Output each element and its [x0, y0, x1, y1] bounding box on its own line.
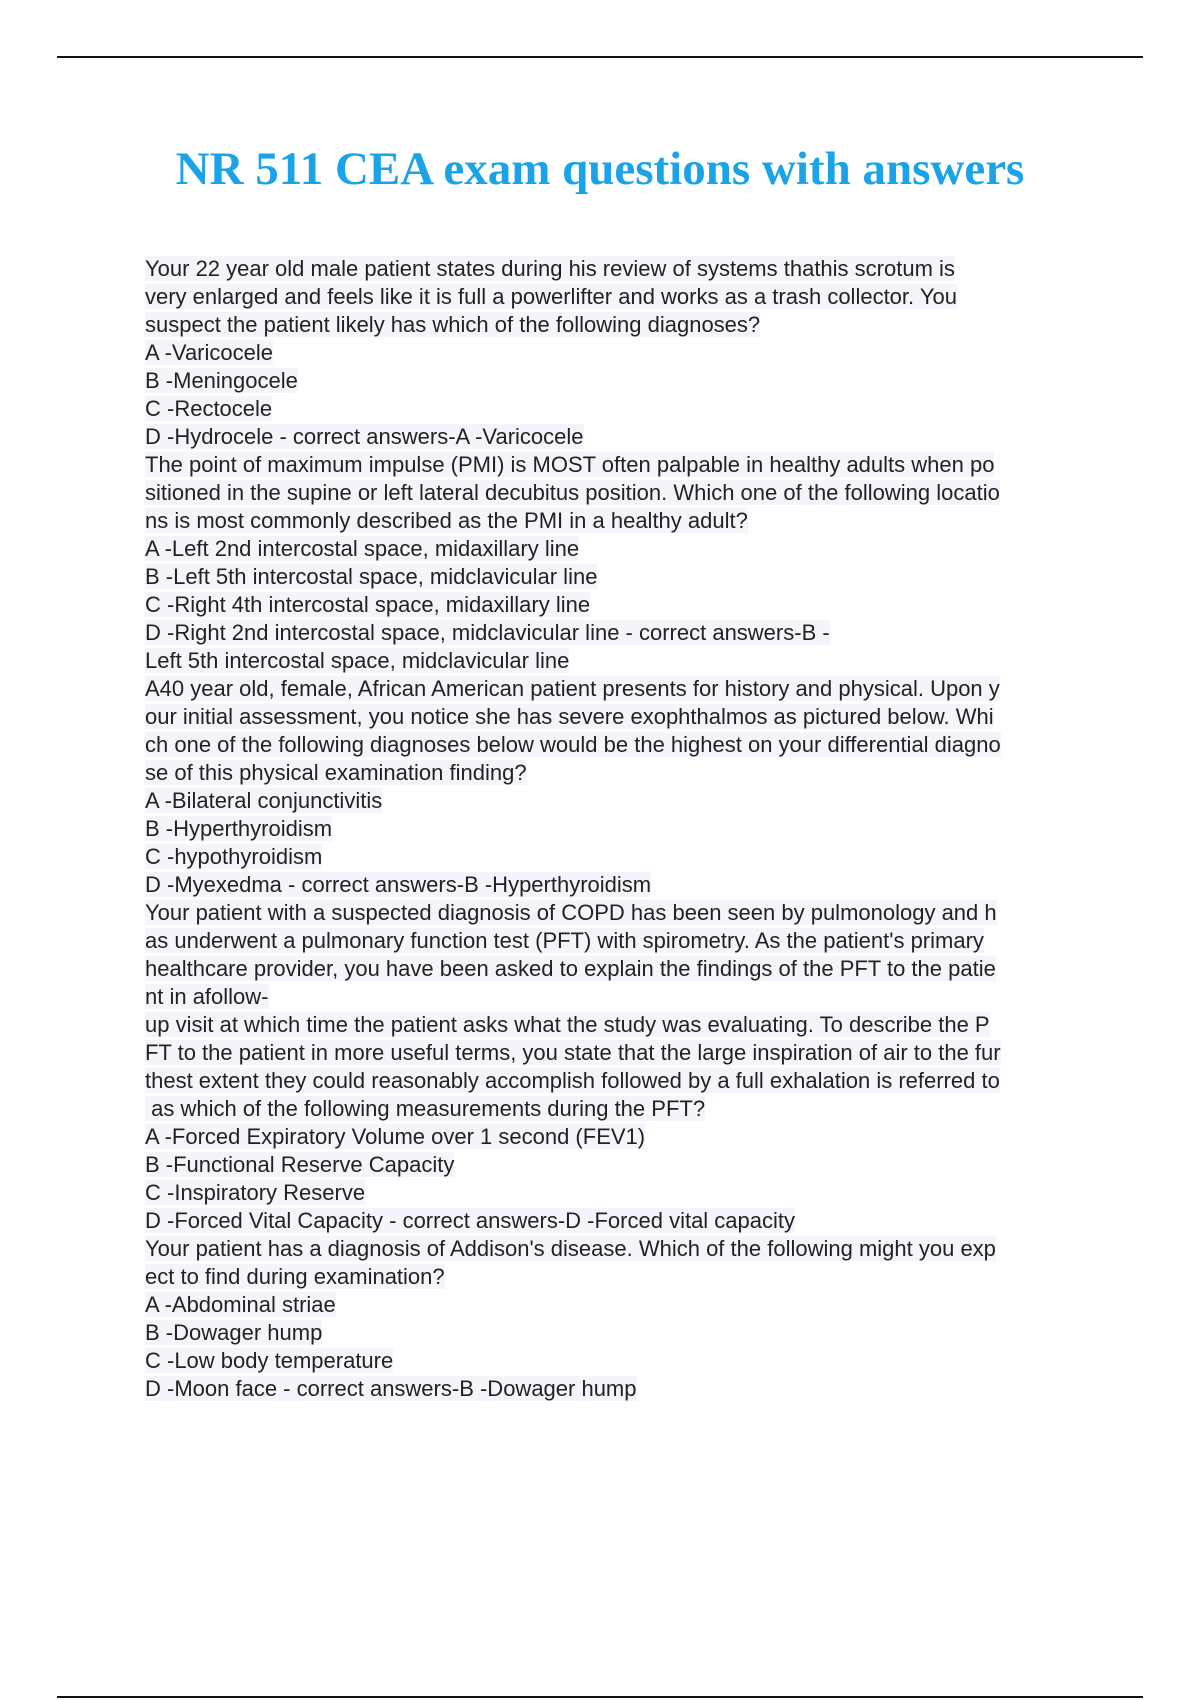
text-line	[145, 339, 1090, 367]
text-line	[145, 591, 1090, 619]
text-line-content: ect to find during examination?	[145, 1264, 445, 1289]
text-line-content: thest extent they could reasonably accomplish followed by a full exhalation is referred to	[145, 1068, 1000, 1093]
text-line	[145, 759, 1090, 787]
text-line-content: B -Left 5th intercostal space, midclavicular line	[145, 564, 598, 589]
text-line-content: nt in afollow-	[145, 984, 269, 1009]
text-line	[145, 843, 1090, 871]
text-line-content: C -hypothyroidism	[145, 844, 323, 869]
text-line	[145, 619, 1090, 647]
text-line	[145, 731, 1090, 759]
text-line	[145, 955, 1090, 983]
text-line-content: healthcare provider, you have been asked to explain the findings of the PFT to the patie	[145, 956, 996, 981]
text-line	[145, 563, 1090, 591]
text-line-content: Your patient has a diagnosis of Addison's disease. Which of the following might you exp	[145, 1236, 996, 1261]
text-line-content: C -Right 4th intercostal space, midaxillary line	[145, 592, 591, 617]
text-line	[145, 1179, 1090, 1207]
text-line-content: C -Inspiratory Reserve	[145, 1180, 366, 1205]
text-line	[145, 1375, 1090, 1403]
text-line	[145, 1263, 1090, 1291]
text-line	[145, 647, 1090, 675]
text-line	[145, 1347, 1090, 1375]
text-line-content: D -Right 2nd intercostal space, midclavicular line - correct answers-B -	[145, 620, 830, 645]
text-line-content: C -Low body temperature	[145, 1348, 394, 1373]
text-line-content: suspect the patient likely has which of the following diagnoses?	[145, 312, 761, 337]
text-line-content: Your 22 year old male patient states during his review of systems thathis scrotum is	[145, 256, 955, 281]
text-line-content: A -Varicocele	[145, 340, 273, 365]
text-line	[145, 395, 1090, 423]
text-line-content: as which of the following measurements during the PFT?	[145, 1096, 706, 1121]
text-line-content: The point of maximum impulse (PMI) is MOST often palpable in healthy adults when po	[145, 452, 995, 477]
text-line-content: B -Meningocele	[145, 368, 298, 393]
text-line	[145, 423, 1090, 451]
text-line	[145, 479, 1090, 507]
text-line	[145, 815, 1090, 843]
text-line-content: D -Moon face - correct answers-B -Dowager hump	[145, 1376, 637, 1401]
text-line-content: A40 year old, female, African American patient presents for history and physical. Upon y	[145, 676, 1000, 701]
text-line	[145, 1123, 1090, 1151]
text-line-content: sitioned in the supine or left lateral decubitus position. Which one of the following locatio	[145, 480, 1000, 505]
text-line-content: Left 5th intercostal space, midclavicular line	[145, 648, 570, 673]
text-line-content: very enlarged and feels like it is full a powerlifter and works as a trash collector. You	[145, 284, 957, 309]
text-line	[145, 983, 1090, 1011]
document-title: NR 511 CEA exam questions with answers	[175, 143, 1025, 195]
text-line	[145, 1039, 1090, 1067]
text-line-content: B -Dowager hump	[145, 1320, 323, 1345]
text-line-content: up visit at which time the patient asks what the study was evaluating. To describe the P	[145, 1012, 990, 1037]
text-line-content: A -Bilateral conjunctivitis	[145, 788, 383, 813]
text-line-content: D -Hydrocele - correct answers-A -Varicocele	[145, 424, 584, 449]
text-line-content: A -Left 2nd intercostal space, midaxillary line	[145, 536, 580, 561]
text-line	[145, 1207, 1090, 1235]
text-line	[145, 535, 1090, 563]
text-line-content: ns is most commonly described as the PMI in a healthy adult?	[145, 508, 748, 533]
text-line-content: A -Abdominal striae	[145, 1292, 336, 1317]
text-line-content: B -Hyperthyroidism	[145, 816, 333, 841]
text-line	[145, 899, 1090, 927]
text-line-content: our initial assessment, you notice she has severe exophthalmos as pictured below. Whi	[145, 704, 994, 729]
text-line	[145, 1319, 1090, 1347]
text-line	[145, 1235, 1090, 1263]
text-line	[145, 1151, 1090, 1179]
text-line-content: B -Functional Reserve Capacity	[145, 1152, 455, 1177]
text-line	[145, 1095, 1090, 1123]
text-line	[145, 1291, 1090, 1319]
text-line	[145, 927, 1090, 955]
text-line	[145, 703, 1090, 731]
text-line-content: ch one of the following diagnoses below would be the highest on your differential diagno	[145, 732, 1001, 757]
text-line-content: se of this physical examination finding?	[145, 760, 527, 785]
text-line	[145, 367, 1090, 395]
text-line	[145, 283, 1090, 311]
text-line-content: D -Forced Vital Capacity - correct answers-D -Forced vital capacity	[145, 1208, 796, 1233]
text-line	[145, 255, 1090, 283]
text-line-content: D -Myexedma - correct answers-B -Hyperthyroidism	[145, 872, 652, 897]
text-line	[145, 507, 1090, 535]
text-line-content: FT to the patient in more useful terms, you state that the large inspiration of air to the fur	[145, 1040, 1001, 1065]
text-line	[145, 787, 1090, 815]
top-rule	[57, 56, 1143, 58]
text-line	[145, 1011, 1090, 1039]
text-line	[145, 451, 1090, 479]
text-line-content: A -Forced Expiratory Volume over 1 second (FEV1)	[145, 1124, 646, 1149]
text-line-content: Your patient with a suspected diagnosis of COPD has been seen by pulmonology and h	[145, 900, 997, 925]
text-line-content: C -Rectocele	[145, 396, 273, 421]
text-line	[145, 871, 1090, 899]
text-line	[145, 1067, 1090, 1095]
text-line-content: as underwent a pulmonary function test (PFT) with spirometry. As the patient's primary	[145, 928, 984, 953]
text-line	[145, 675, 1090, 703]
text-line	[145, 311, 1090, 339]
bottom-rule	[57, 1696, 1143, 1698]
question-text-block	[145, 255, 1090, 1403]
